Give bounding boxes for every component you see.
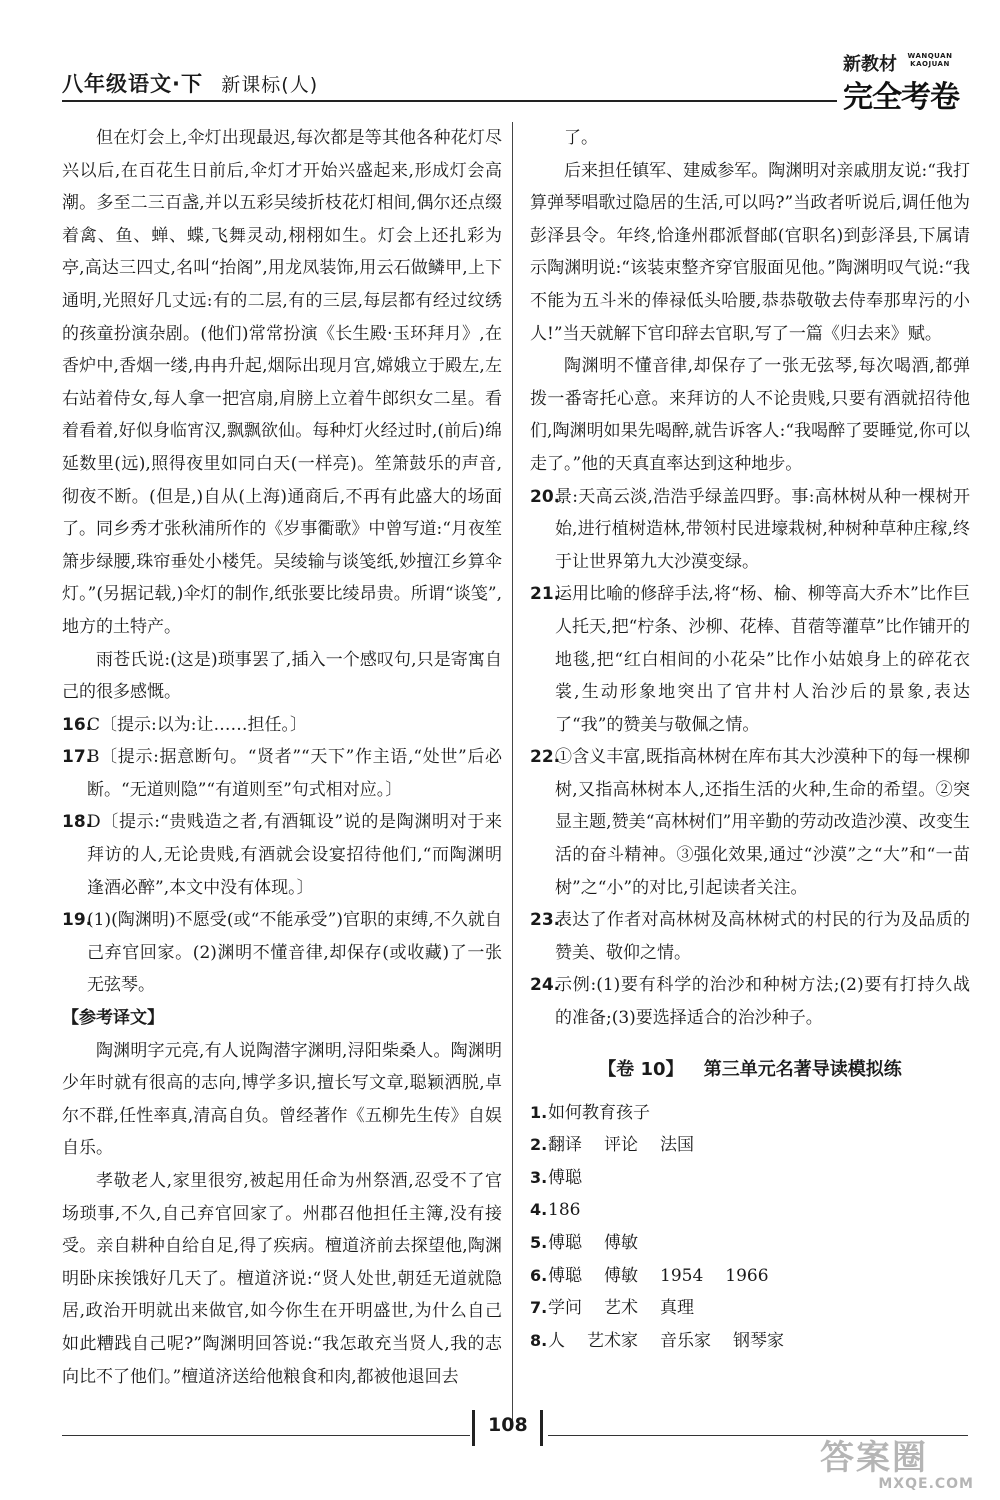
short-answer-word: 1954: [660, 1265, 704, 1286]
answer-text: 示例:(1)要有科学的治沙和种树方法;(2)要有打持久战的准备;(3)要选择适合的治沙种子。: [555, 975, 970, 1029]
edition-label: 新课标(人): [221, 74, 319, 96]
footer-bar-right: [540, 1410, 543, 1446]
short-answer-word: 人: [548, 1330, 565, 1351]
short-answer-number: 8.: [530, 1330, 548, 1350]
short-answer-row: [530, 1325, 970, 1358]
reference-paragraph: 后来担任镇军、建威参军。陶渊明对亲戚朋友说:“我打算弹琴唱歌过隐居的生活,可以吗?”当政者听说后,调任他为彭泽县令。年终,恰逢州郡派督邮(官职名)到彭泽县,下属请示陶渊明说:“该装束整齐穿官服面见他。”陶渊明叹气说:“我不能为五斗米的俸禄低头哈腰,恭恭敬敬去侍奉那卑污的小人!”当天就解下官印辞去官职,写了一篇《归去来》赋。: [530, 160, 970, 344]
short-answer-word: 真理: [660, 1298, 694, 1319]
subject-title: 八年级语文·下: [62, 72, 203, 96]
short-answer-word: 傅聪: [548, 1265, 582, 1286]
brand-pinyin: [903, 52, 957, 68]
short-answer-number: 2.: [530, 1135, 548, 1155]
short-answer-word: 评论: [604, 1135, 638, 1156]
short-answer-word: 如何教育孩子: [548, 1102, 650, 1123]
short-answer-list: [530, 1097, 970, 1358]
answer-number: 24.: [530, 975, 561, 996]
right-column: [530, 122, 970, 1357]
reference-paragraph: 陶渊明不懂音律,却保存了一张无弦琴,每次喝酒,都弹拨一番寄托心意。来拜访的人不论贵贱,只要有酒就招待他们,陶渊明如果先喝醉,就告诉客人:“我喝醉了要睡觉,你可以走了。”他的天真直率达到这种地步。: [530, 356, 970, 474]
translation-paragraph: 但在灯会上,伞灯出现最迟,每次都是等其他各种花灯尽兴以后,在百花生日前后,伞灯才开始兴盛起来,形成灯会高潮。多至二三百盏,并以五彩吴绫折枝花灯相间,偶尔还点缀着禽、鱼、蝉、蝶,飞舞灵动,栩栩如生。灯会上还扎彩为亭,高达三四丈,名叫“抬阁”,用龙凤装饰,用云石做鳞甲,上下通明,光照好几丈远:有的二层,有的三层,每层都有经过纹绣的孩童扮演杂剧。(他们)常常扮演《长生殿·玉环拜月》,在香炉中,香烟一缕,冉冉升起,烟际出现月宫,嫦娥立于殿左,左右站着侍女,每人拿一把宫扇,肩膀上立着牛郎织女二星。看着看着,好似身临宵汉,飘飘欲仙。每种灯火经过时,(前后)绵延数里(远),照得夜里如同白天(一样亮)。笙箫鼓乐的声音,彻夜不断。(但是,)自从(上海)通商后,不再有此盛大的场面了。同乡秀才张秋浦所作的《岁事衢歌》中曾写道:“月夜笙箫步绿腰,珠帘垂处小楼凭。吴绫输与谈笺纸,妙擅江乡算伞灯。”(另据记载,)伞灯的制作,纸张要比绫昂贵。所谓“谈笺”,地方的土特产。: [62, 128, 502, 637]
short-answer-word: 音乐家: [660, 1330, 711, 1351]
short-answer-values: [548, 1260, 791, 1293]
short-answer-word: 钢琴家: [733, 1330, 784, 1351]
short-answer-row: [530, 1194, 970, 1227]
short-answer-number: 6.: [530, 1265, 548, 1285]
answer-item-23: [530, 904, 970, 969]
short-answer-word: 傅敏: [604, 1265, 638, 1286]
answer-item-24: [530, 969, 970, 1034]
short-answer-row: [530, 1260, 970, 1293]
reference-paragraph: 陶渊明字元亮,有人说陶潜字渊明,浔阳柴桑人。陶渊明少年时就有很高的志向,博学多识,擅长写文章,聪颖洒脱,卓尔不群,任性率真,清高自负。曾经著作《五柳先生传》自娱自乐。: [62, 1040, 502, 1159]
short-answer-values: [548, 1325, 806, 1358]
answer-number: 20.: [530, 486, 561, 507]
short-answer-values: [548, 1097, 672, 1130]
section-tag: 【卷 10】: [598, 1058, 684, 1080]
short-answer-word: 学问: [548, 1298, 582, 1319]
short-answer-row: [530, 1292, 970, 1325]
short-answer-values: [548, 1194, 602, 1227]
answer-number: 17.: [62, 747, 93, 768]
section-title: [530, 1055, 970, 1085]
short-answer-word: 1966: [725, 1265, 769, 1286]
short-answer-number: 7.: [530, 1298, 548, 1318]
short-answer-word: 傅聪: [548, 1167, 582, 1188]
short-answer-values: [548, 1129, 716, 1162]
short-answer-values: [548, 1162, 604, 1195]
answer-number: 22.: [530, 747, 561, 768]
brand-small-text: 新教材: [843, 54, 897, 75]
reference-paragraph: 了。: [564, 128, 598, 148]
short-answer-number: 3.: [530, 1167, 548, 1187]
short-answer-row: [530, 1227, 970, 1260]
answer-item-22: [530, 741, 970, 904]
page-number: 108: [488, 1414, 528, 1436]
reference-translation-heading: 【参考译文】: [62, 1008, 164, 1029]
footer-rule-right: [548, 1435, 968, 1436]
answer-text: 运用比喻的修辞手法,将“杨、榆、柳等高大乔木”比作巨人托天,把“柠条、沙柳、花棒、苜蓿等灌草”比作铺开的地毯,把“红白相间的小花朵”比作小姑娘身上的碎花衣裳,生动形象地突出了官井村人治沙后的景象,表达了“我”的赞美与敬佩之情。: [555, 584, 970, 735]
footer-bar-left: [472, 1410, 475, 1446]
brand-title: 完全考卷: [843, 80, 959, 115]
answer-number: 19.: [62, 910, 93, 931]
short-answer-word: 傅聪: [548, 1233, 582, 1253]
short-answer-word: 186: [548, 1200, 581, 1221]
answer-item-21: [530, 578, 970, 741]
translation-paragraph: 雨苍氏说:(这是)琐事罢了,插入一个感叹句,只是寄寓自己的很多感慨。: [62, 649, 502, 703]
short-answer-row: [530, 1097, 970, 1130]
short-answer-values: [548, 1292, 716, 1325]
section-name: 第三单元名著导读模拟练: [703, 1058, 902, 1080]
short-answer-word: 法国: [660, 1135, 694, 1156]
brand-pinyin-1: WANQUAN: [907, 52, 953, 60]
short-answer-word: 艺术: [604, 1298, 638, 1319]
short-answer-row: [530, 1129, 970, 1162]
answer-number: 18.: [62, 812, 93, 833]
answer-item-17: [62, 741, 502, 806]
answer-text: ①含义丰富,既指高林树在库布其大沙漠种下的每一棵柳树,又指高林树本人,还指生活的火种,生命的希望。②突显主题,赞美“高林树们”用辛勤的劳动改造沙漠、改变生活的奋斗精神。③强化效果,通过“沙漠”之“大”和“一苗树”之“小”的对比,引起读者关注。: [555, 747, 970, 898]
short-answer-word: 翻译: [548, 1135, 582, 1156]
short-answer-number: 5.: [530, 1233, 548, 1252]
answer-text: D〔提示:“贵贱造之者,有酒辄设”说的是陶渊明对于来拜访的人,无论贵贱,有酒就会设宴招待他们,“而陶渊明逢酒必醉”,本文中没有体现。〕: [87, 812, 502, 898]
header-rule: [62, 100, 837, 102]
answer-text: (1)(陶渊明)不愿受(或“不能承受”)官职的束缚,不久就自己弃官回家。(2)渊明不懂音律,却保存(或收藏)了一张无弦琴。: [87, 910, 502, 996]
watermark: [820, 1440, 980, 1492]
short-answer-word: 艺术家: [587, 1330, 638, 1351]
short-answer-values: [548, 1227, 660, 1260]
answer-text: C〔提示:以为:让……担任。〕: [87, 714, 307, 735]
short-answer-number: 1.: [530, 1102, 548, 1122]
short-answer-row: [530, 1162, 970, 1195]
reference-paragraph: 孝敬老人,家里很穷,被起用任命为州祭酒,忍受不了官场琐事,不久,自己弃官回家了。州郡召他担任主簿,没有接受。亲自耕种自给自足,得了疾病。檀道济前去探望他,陶渊明卧床挨饿好几天了。檀道济说:“贤人处世,朝廷无道就隐居,政治开明就出来做官,如今你生在开明盛世,为什么自己如此糟践自己呢?”陶渊明回答说:“我怎敢充当贤人,我的志向比不了他们。”檀道济送给他粮食和肉,都被他退回去: [62, 1171, 502, 1387]
answer-text: 表达了作者对高林树及高林树式的村民的行为及品质的赞美、敬仰之情。: [555, 910, 970, 963]
header-subject: [62, 68, 318, 98]
answer-text: B〔提示:据意断句。“贤者”“天下”作主语,“处世”后必断。“无道则隐”“有道则至”句式相对应。〕: [87, 747, 502, 800]
answer-item-19: [62, 904, 502, 1002]
answer-item-16: [62, 709, 502, 742]
left-column: [62, 122, 502, 1393]
column-divider: [512, 122, 513, 1427]
brand-logo: [843, 50, 968, 115]
answer-number: 23.: [530, 910, 561, 931]
short-answer-number: 4.: [530, 1200, 548, 1220]
answer-number: 21.: [530, 584, 561, 605]
answer-text: 景:天高云淡,浩浩乎绿盖四野。事:高林树从种一棵树开始,进行植树造林,带领村民进壕栽树,种树种草种庄稼,终于让世界第九大沙漠变绿。: [555, 486, 970, 572]
watermark-text: 答案圈: [820, 1438, 928, 1478]
answer-item-18: [62, 806, 502, 904]
answer-number: 16.: [62, 714, 93, 735]
footer-rule-left: [62, 1435, 470, 1436]
watermark-url: MXQE.COM: [878, 1476, 974, 1492]
brand-pinyin-2: KAOJUAN: [910, 60, 950, 68]
short-answer-word: 傅敏: [604, 1233, 638, 1253]
answer-item-20: [530, 481, 970, 579]
